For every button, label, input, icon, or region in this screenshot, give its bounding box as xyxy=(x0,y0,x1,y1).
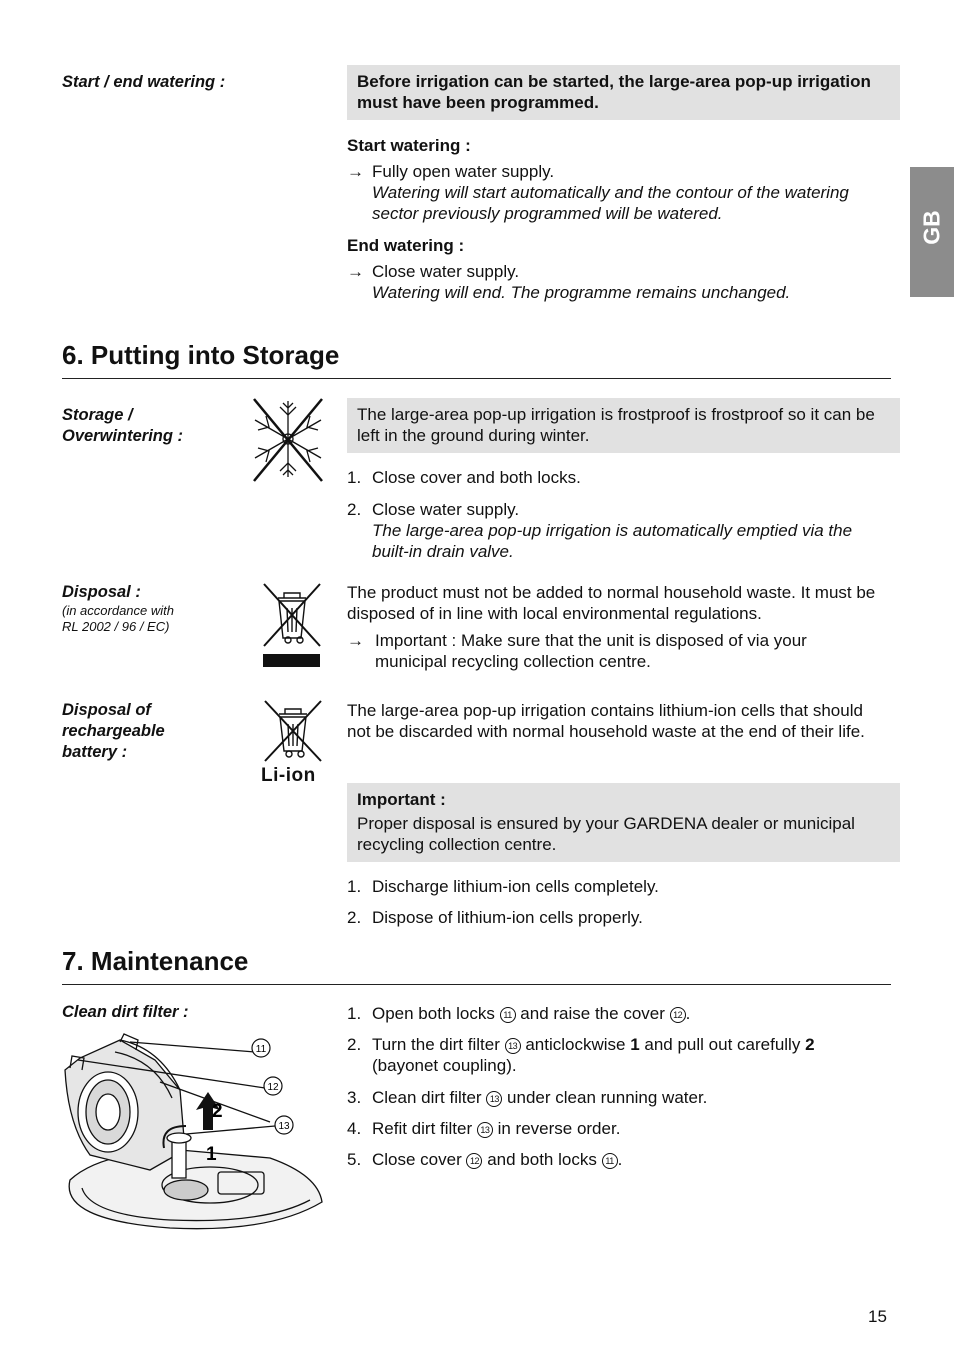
maintenance-step-1 xyxy=(347,1003,892,1024)
frostproof-note-text: The large-area pop-up irrigation is frostproof is frostproof so it can be left in the ground during winter. xyxy=(357,405,875,445)
arrow-icon: → xyxy=(347,162,364,181)
disposal-important-text: Important : Make sure that the unit is disposed of via your municipal recycling collection centre. xyxy=(375,631,807,671)
li-ion-label: Li-ion xyxy=(261,765,316,786)
language-tab xyxy=(910,167,954,297)
step-number: 5. xyxy=(347,1150,362,1169)
step-text: Refit dirt filter xyxy=(372,1119,477,1138)
programming-note-text: Before irrigation can be started, the large-area pop-up irrigation must have been programmed. xyxy=(357,72,871,112)
step-result: The large-area pop-up irrigation is automatically emptied via the built-in drain valve. xyxy=(372,521,853,561)
storage-step-1 xyxy=(347,467,892,488)
clean-filter-label: Clean dirt filter : xyxy=(62,1003,189,1021)
part-ref-13: 13 xyxy=(486,1091,502,1107)
maintenance-step-3 xyxy=(347,1087,892,1108)
part-ref-12: 12 xyxy=(670,1007,686,1023)
part-ref-13: 13 xyxy=(477,1122,493,1138)
start-step-text: Fully open water supply. xyxy=(372,162,555,181)
battery-label-line1: Disposal of xyxy=(62,701,151,719)
part-ref-13: 13 xyxy=(505,1038,521,1054)
step-text: in reverse order. xyxy=(492,1119,621,1138)
start-end-label: Start / end watering : xyxy=(62,73,226,91)
step-text: Close cover xyxy=(372,1150,467,1169)
end-watering-step xyxy=(347,261,892,303)
step-text: Open both locks xyxy=(372,1004,500,1023)
step-text: (bayonet coupling). xyxy=(372,1056,517,1075)
battery-step-2 xyxy=(347,907,892,928)
start-watering-step xyxy=(347,161,892,224)
step-number: 2. xyxy=(347,500,362,519)
battery-label xyxy=(62,700,165,763)
battery-label-line3: battery : xyxy=(62,743,128,761)
step-text: Turn the dirt filter xyxy=(372,1035,505,1054)
maintenance-step-5 xyxy=(347,1149,892,1170)
step-number: 1. xyxy=(347,877,362,896)
disposal-text: The product must not be added to normal household waste. It must be disposed of in line with local environmental regulations. xyxy=(347,583,876,623)
maintenance-step-4 xyxy=(347,1118,892,1139)
section-heading-maintenance: 7. Maintenance xyxy=(62,946,249,976)
storage-label xyxy=(62,405,183,447)
maintenance-step-2 xyxy=(347,1034,892,1076)
step-marker-1: 1 xyxy=(630,1035,640,1054)
storage-step-2 xyxy=(347,499,892,562)
arrow-icon: → xyxy=(347,631,364,650)
step-text: Dispose of lithium-ion cells properly. xyxy=(372,908,643,927)
part-ref-11: 11 xyxy=(602,1153,618,1169)
programming-note xyxy=(347,65,900,120)
part-ref-12: 12 xyxy=(466,1153,482,1169)
page-number: 15 xyxy=(868,1307,887,1326)
step-text: and both locks xyxy=(482,1150,602,1169)
crossed-bin-icon xyxy=(260,582,324,668)
arrow-icon: → xyxy=(347,262,364,281)
step-number: 3. xyxy=(347,1088,362,1107)
battery-important-heading: Important : xyxy=(357,790,446,809)
start-result-text: Watering will start automatically and the contour of the watering sector previously programmed will be watered. xyxy=(372,183,849,223)
snowflake-crossed-icon xyxy=(250,395,326,483)
battery-step-1 xyxy=(347,876,892,897)
crossed-bin-li-ion-icon xyxy=(261,699,327,765)
fig-label-1: 1 xyxy=(206,1144,217,1165)
disposal-sub-line2: RL 2002 / 96 / EC) xyxy=(62,619,170,634)
step-text: under clean running water. xyxy=(502,1088,708,1107)
fig-label-2: 2 xyxy=(212,1101,223,1122)
device-illustration xyxy=(60,1030,330,1235)
step-number: 1. xyxy=(347,1004,362,1023)
section-divider xyxy=(62,378,891,379)
language-tab-label: GB xyxy=(918,210,945,245)
step-text: Close water supply. xyxy=(372,500,520,519)
frostproof-note xyxy=(347,398,900,453)
step-text: anticlockwise xyxy=(520,1035,631,1054)
battery-text: The large-area pop-up irrigation contains lithium-ion cells that should not be discarded with normal household waste at the end of their life. xyxy=(347,701,865,741)
step-number: 4. xyxy=(347,1119,362,1138)
step-text: and pull out carefully xyxy=(639,1035,806,1054)
end-step-text: Close water supply. xyxy=(372,262,520,281)
step-text: Close cover and both locks. xyxy=(372,468,581,487)
step-number: 2. xyxy=(347,908,362,927)
step-text: . xyxy=(685,1004,691,1023)
battery-important-box xyxy=(347,783,900,862)
disposal-label-block xyxy=(62,582,174,635)
fig-label-11: 11 xyxy=(255,1044,267,1055)
battery-important-text: Proper disposal is ensured by your GARDENA dealer or municipal recycling collection centre. xyxy=(357,814,855,854)
fig-label-12: 12 xyxy=(267,1082,279,1093)
section-divider xyxy=(62,984,891,985)
step-text: . xyxy=(617,1150,623,1169)
disposal-sub-line1: (in accordance with xyxy=(62,603,174,618)
step-text: Discharge lithium-ion cells completely. xyxy=(372,877,659,896)
disposal-important xyxy=(347,630,892,672)
section-heading-storage: 6. Putting into Storage xyxy=(62,340,340,370)
end-watering-heading: End watering : xyxy=(347,236,465,255)
disposal-label: Disposal : xyxy=(62,583,141,601)
step-number: 2. xyxy=(347,1035,362,1054)
fig-label-13: 13 xyxy=(278,1121,290,1132)
storage-label-line2: Overwintering : xyxy=(62,427,184,445)
battery-label-line2: rechargeable xyxy=(62,722,165,740)
step-number: 1. xyxy=(347,468,362,487)
step-text: and raise the cover xyxy=(515,1004,670,1023)
storage-label-line1: Storage / xyxy=(62,406,133,424)
end-result-text: Watering will end. The programme remains unchanged. xyxy=(372,283,791,302)
start-watering-heading: Start watering : xyxy=(347,136,471,155)
part-ref-11: 11 xyxy=(500,1007,516,1023)
step-marker-2: 2 xyxy=(805,1035,815,1054)
step-text: Clean dirt filter xyxy=(372,1088,487,1107)
